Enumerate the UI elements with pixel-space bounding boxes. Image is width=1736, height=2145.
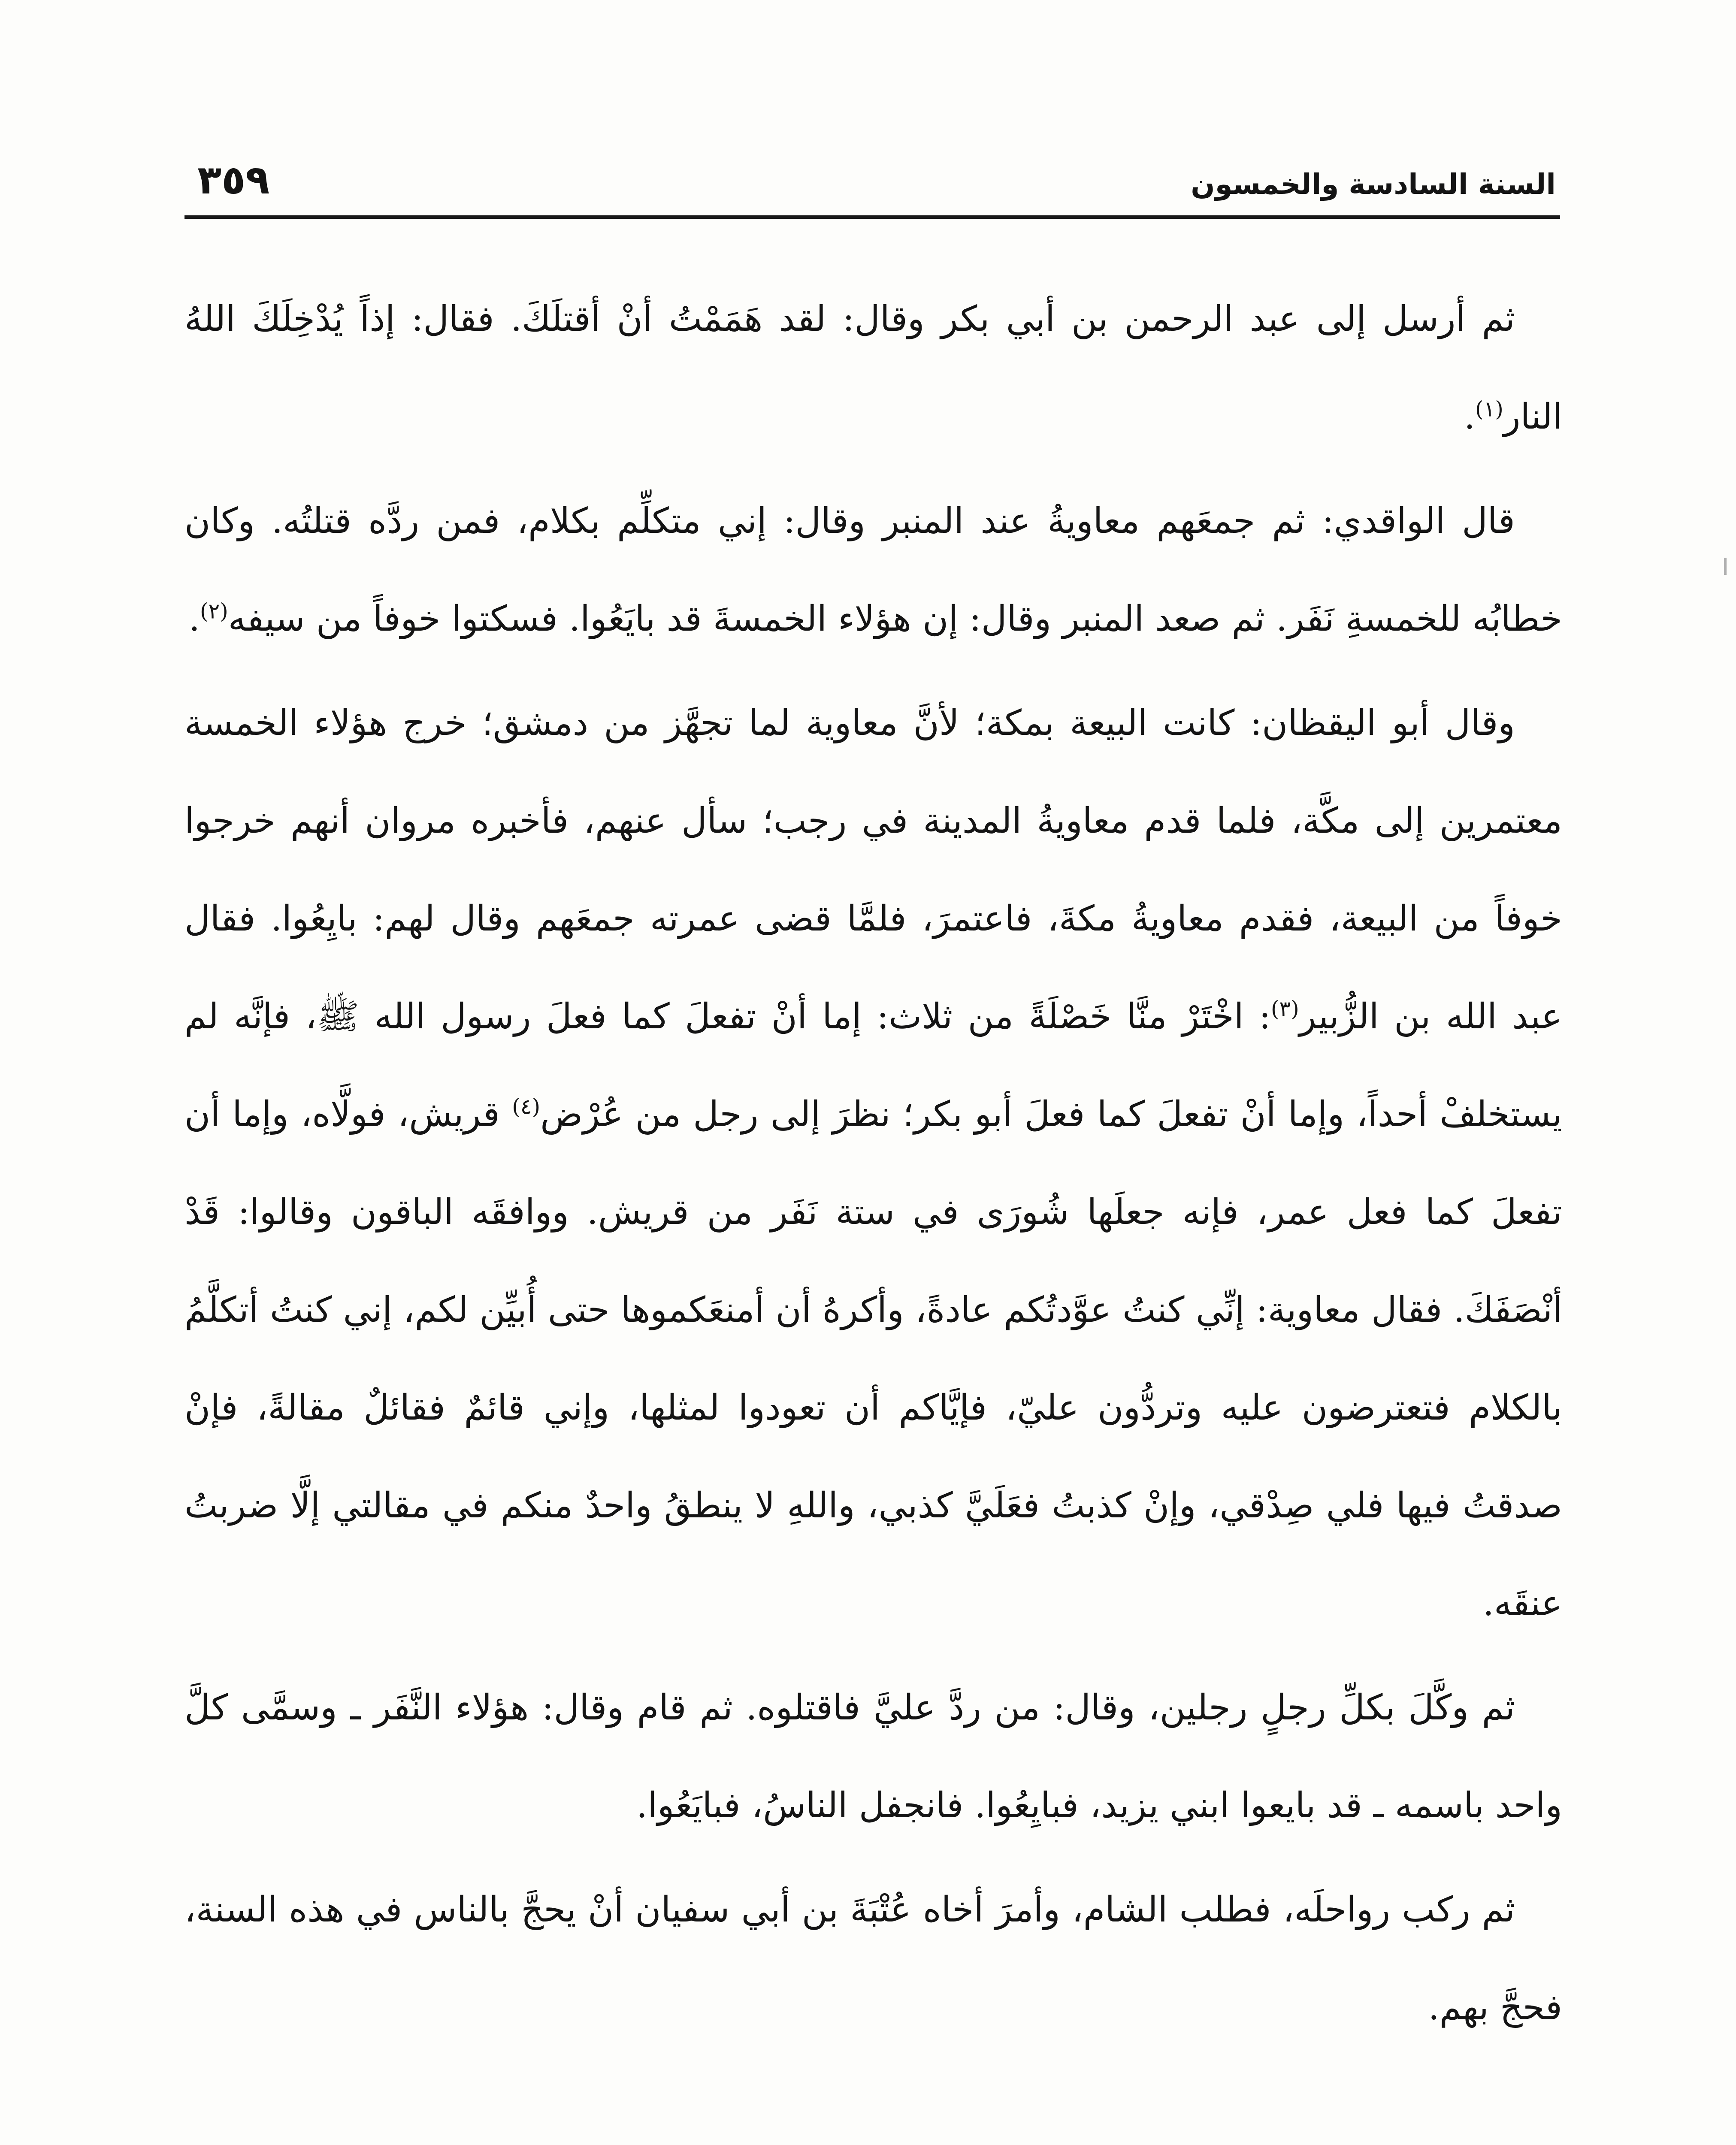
page-number: ٣٥٩: [197, 157, 270, 203]
footnote-ref-4: (٤): [512, 1094, 541, 1119]
paragraph-text: ثم وكَّلَ بكلِّ رجلٍ رجلين، وقال: من ردَّ عليَّ فاقتلوه. ثم قام وقال: هؤلاء النَّفَر ـ وسمَّى كلَّ واحد باسمه ـ قد بايعوا ابني يزيد، فبايِعُوا. فانجفل الناسُ، فبايَعُوا.: [184, 1687, 1562, 1826]
main-text: [184, 270, 1562, 2063]
paragraph-text-continued: : اخْتَرْ منَّا خَصْلَةً من ثلاث: إما أنْ تفعلَ كما فعلَ رسول الله ﷺ، فإنَّه لم يستخلفْ أحداً، وإما أنْ تفعلَ كما فعلَ أبو بكر؛ نظرَ إلى رجل من عُرْض: [184, 996, 1562, 1135]
running-head: [184, 150, 1556, 214]
paragraph-text: ثم ركب رواحلَه، فطلب الشام، وأمرَ أخاه عُتْبَةَ بن أبي سفيان أنْ يحجَّ بالناس في هذه السنة، فحجَّ بهم.: [184, 1889, 1562, 2028]
paragraph-text: وقال أبو اليقظان: كانت البيعة بمكة؛ لأنَّ معاوية لما تجهَّز من دمشق؛ خرج هؤلاء الخمسة معتمرين إلى مكَّة، فلما قدم معاويةُ المدينة في رجب؛ سأل عنهم، فأخبره مروان أنهم خرجوا خوفاً من البيعة، فقدم معاويةُ مكةَ، فاعتمرَ، فلمَّا قضى عمرته جمعَهم وقال لهم: بايِعُوا. فقال عبد الله بن الزُّبير: [184, 703, 1563, 1037]
paragraph-text-tail: .: [188, 598, 200, 639]
paragraph-3: [184, 674, 1562, 1653]
paragraph-text-end: قريش، فولَّاه، وإما أن تفعلَ كما فعل عمر، فإنه جعلَها شُورَى في ستة نَفَر من قريش. ووافقَه الباقون وقالوا: قَدْ أنْصَفَكَ. فقال معاوية: إنِّي كنتُ عوَّدتُكم عادةً، وأكرهُ أن أمنعَكموها حتى أُبيِّن لكم، إني كنتُ أتكلَّمُ بالكلام فتعترضون عليه وتردُّون عليّ، فإيَّاكم أن تعودوا لمثلها، وإني قائمٌ فقائلٌ مقالةً، فإنْ صدقتُ فيها فلي صِدْقي، وإنْ كذبتُ فعَلَيَّ كذبي، واللهِ لا ينطقُ واحدٌ منكم في مقالتي إلَّا ضربتُ عنقَه.: [184, 1094, 1562, 1624]
scan-margin-mark: [1724, 558, 1727, 575]
paragraph-text: ثم أرسل إلى عبد الرحمن بن أبي بكر وقال: لقد هَمَمْتُ أنْ أقتلَكَ. فقال: إذاً يُدْخِلَكَ اللهُ النار: [184, 299, 1562, 437]
footnote-ref-2: (٢): [200, 598, 228, 624]
footnote-ref-3: (٣): [1270, 996, 1299, 1021]
paragraph-5: [184, 1861, 1562, 2057]
paragraph-1: [184, 270, 1562, 466]
footnote-ref-1: (١): [1475, 396, 1503, 422]
running-title: السنة السادسة والخمسون: [1191, 168, 1556, 201]
header-rule: [184, 215, 1560, 219]
paragraph-2: [184, 472, 1562, 668]
paragraph-text: قال الواقدي: ثم جمعَهم معاويةُ عند المنبر وقال: إني متكلِّم بكلام، فمن ردَّه قتلتُه. وكان خطابُه للخمسةِ نَفَر. ثم صعد المنبر وقال: إن هؤلاء الخمسةَ قد بايَعُوا. فسكتوا خوفاً من سيفه: [184, 501, 1562, 639]
paragraph-4: [184, 1659, 1562, 1855]
paragraph-text-tail: .: [1464, 396, 1476, 437]
